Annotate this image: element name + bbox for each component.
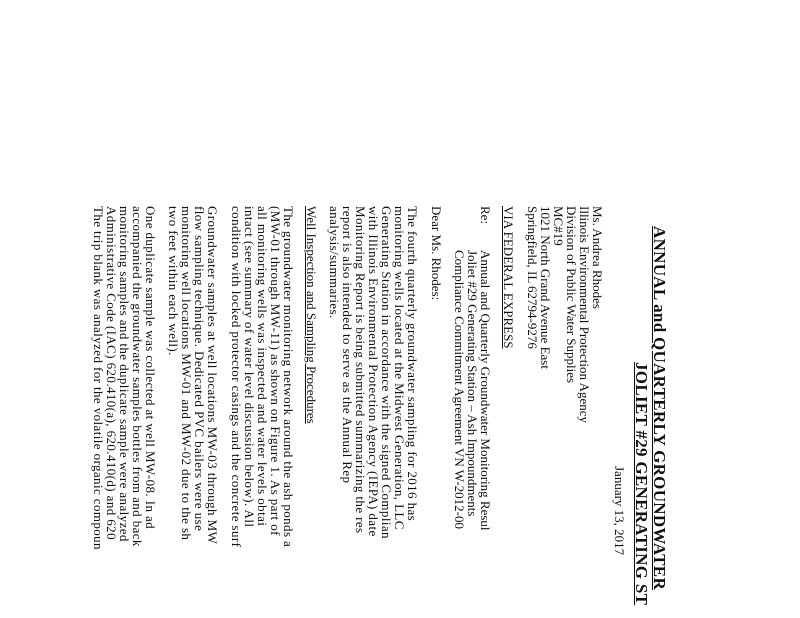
intro-line: with Illinois Environmental Protection Agency (IEPA) date [366, 206, 381, 537]
intro-line: monitoring wells located at the Midwest Generation, LLC [392, 206, 407, 530]
intro-line: The fourth quarterly groundwater sampling for 2016 has [405, 206, 420, 522]
letter-title-line-2: JOLIET #29 GENERATING ST [632, 362, 651, 606]
intro-line: Generating Station in accordance with the signed Complian [379, 206, 394, 539]
paragraph-3-line: accompanied the groundwater samples bottles from and back [130, 206, 145, 547]
paragraph-2-line: flow sampling technique. Dedicated PVC bailers were use [192, 206, 207, 532]
addressee-line: Division of Public Water Supplies [564, 206, 579, 384]
salutation: Dear Ms. Rhodes: [429, 206, 444, 301]
letter-date: January 13, 2017 [612, 466, 627, 556]
letter-title-line-1: ANNUAL and QUARTERLY GROUNDWATER [650, 226, 669, 591]
delivery-method: VIA FEDERAL EXPRESS [501, 206, 516, 349]
paragraph-3-line: monitoring samples and the duplicate sample were analyzed [117, 206, 132, 542]
paragraph-1-line: intact (see summary of water level discussion below). All [242, 206, 257, 528]
paragraph-1-line: (MW-01 through MW-11) as shown on Figure 1. As part of [268, 206, 283, 536]
addressee-line: MC#19 [551, 206, 566, 246]
intro-line: analysis/summaries. [327, 206, 342, 319]
paragraph-2-line: Groundwater samples at well locations MW-03 through MW [205, 206, 220, 545]
paragraph-3-line: Administrative Code (IAC) 620.410(a), 620.410(d) and 620 [104, 206, 119, 540]
intro-line: report is also intended to serve as the Annual Rep [340, 206, 355, 484]
re-label: Re: [478, 206, 493, 225]
paragraph-2-line: two feet within each well). [166, 206, 181, 356]
addressee-line: Ms. Andrea Rhodes [590, 206, 605, 309]
addressee-line: 1021 North Grand Avenue East [538, 206, 553, 369]
paragraph-2-line: monitoring well locations MW-01 and MW-02 due to the sh [179, 206, 194, 541]
re-line: Joliet #29 Generating Station – Ash Impoundments [465, 250, 480, 517]
addressee-line: Illinois Environmental Protection Agency [577, 206, 592, 423]
paragraph-1-line: all monitoring wells was inspected and water levels obtai [255, 206, 270, 527]
intro-line: Monitoring Report is being submitted summarizing the res [353, 206, 368, 534]
re-line: Annual and Quarterly Groundwater Monitoring Resul [478, 250, 493, 531]
addressee-line: Springfield, IL 62794-9276 [525, 206, 540, 349]
paragraph-1-line: The groundwater monitoring network around the ash ponds a [281, 206, 296, 548]
section-heading: Well Inspection and Sampling Procedures [304, 206, 319, 424]
paragraph-1-line: condition with locked protector casings and the concrete surf [229, 206, 244, 548]
re-line: Compliance Commitment Agreement VN W-2012-00 [452, 250, 467, 529]
paragraph-3-line: The trip blank was analyzed for the volatile organic compoun [91, 206, 106, 550]
paragraph-3-line: One duplicate sample was collected at well MW-08. In ad [143, 206, 158, 530]
